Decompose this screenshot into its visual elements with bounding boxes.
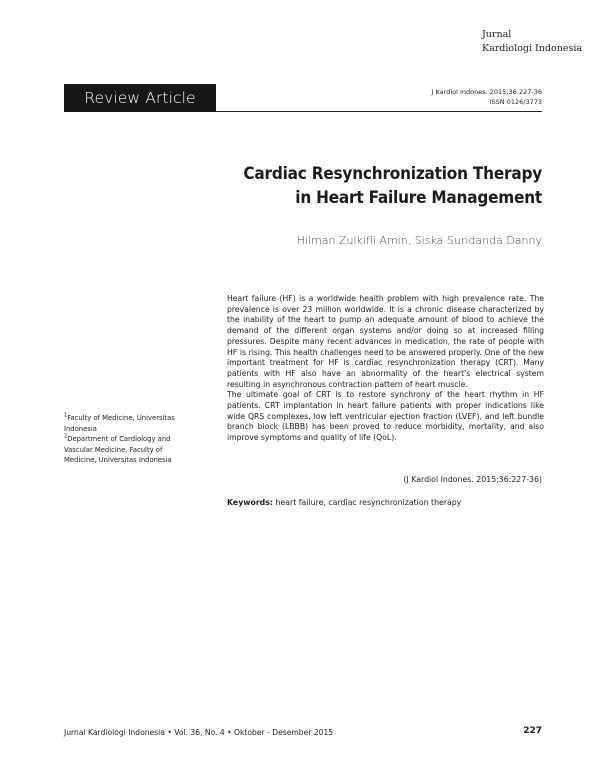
article-title-line2: in Heart Failure Management [295,188,542,208]
header-divider [216,111,542,112]
affiliation-1-text: Faculty of Medicine, Universitas Indonesia [64,414,175,433]
abstract-paragraph-2: The ultimate goal of CRT is to restore synchrony of the heart rhythm in HF patients. CRT implantation in heart failure patients with proper indications like wide QRS complexes, low left ventricular ejection fraction (LVEF), and left bundle branch block (LBBB) has been proved to reduce morbidity, mortality, and also improve symptoms and quality of life (QoL). [227,390,544,443]
article-authors: Hilman Zulkifli Amin, Siska Suridanda Danny [296,234,542,247]
section-label-banner: Review Article [64,84,216,112]
journal-name-line1: Jurnal [482,29,512,40]
journal-citation-line: J Kardiol Indones. 2015;36:227-36 [431,88,542,96]
journal-name [482,28,582,56]
journal-name-line2: Kardiologi Indonesia [482,43,583,54]
footer-journal-issue: Jurnal Kardiologi Indonesia • Vol. 36, No. 4 • Oktober - Desember 2015 [64,728,334,737]
abstract-paragraph-1: Heart failure (HF) is a worldwide health problem with high prevalence rate. The prevalence is over 23 million worldwide. It is a chronic disease characterized by the inability of the heart to pump an adequate amount of blood to achieve the demand of the different organ systems and/or doing so at increased filling pressures. Despite many recent advances in medication, the rate of people with HF is rising. This health challenges need to be answered properly. One of the new important treatment for HF is cardiac resynchronization therapy (CRT). Many patients with HF also have an abnormality of the heart's electrical system resulting in asynchronous contraction pattern of heart muscle. [227,294,544,389]
keywords-label: Keywords: [227,498,274,507]
abstract-citation: (J Kardiol Indones. 2015;36:227-36) [403,475,542,484]
article-title-line1: Cardiac Resynchronization Therapy [243,164,542,184]
journal-meta [432,87,542,107]
affiliation-2 [64,434,184,466]
journal-issn: ISSN 0126/3773 [489,98,542,106]
abstract [227,294,544,444]
affiliation-1-marker: 1 [64,412,68,419]
article-title [122,162,542,210]
keywords-text: heart failure, cardiac resynchronization therapy [275,498,462,507]
keywords [227,498,544,507]
affiliations [64,413,184,466]
affiliation-2-text: Department of Cardiology and Vascular Medicine, Faculty of Medicine, Universitas Indonesia [64,435,172,464]
affiliation-1 [64,413,184,434]
affiliation-2-marker: 2 [64,433,68,440]
page-number: 227 [523,726,542,736]
